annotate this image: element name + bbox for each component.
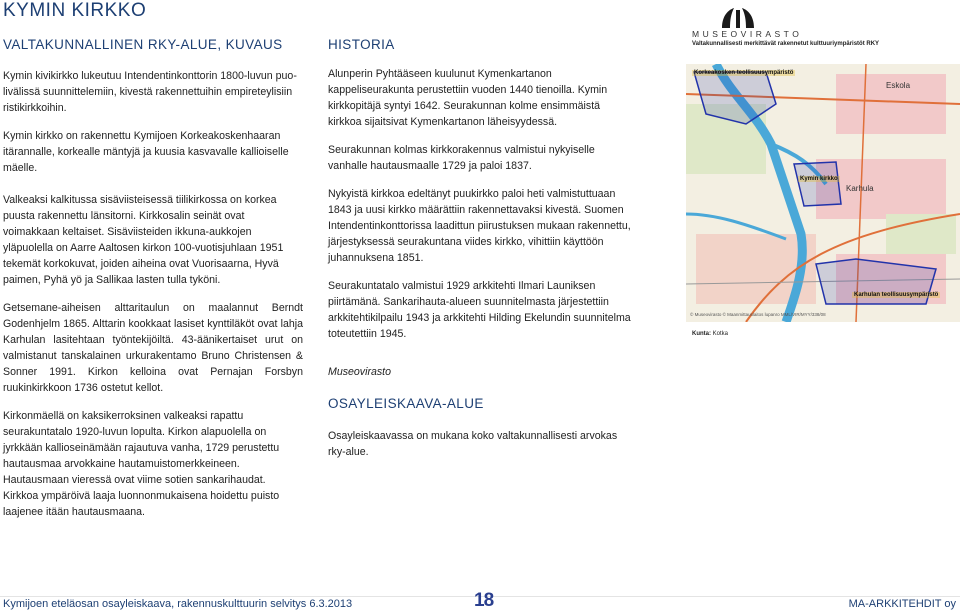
source-label: Museovirasto [328,366,391,378]
museovirasto-logo [690,6,956,46]
kunta-label: Kunta: [692,331,711,337]
map-copyright: © Museovirasto © Maanmittauslaitos lupanro MML/VIR/MYY/338/08 [690,312,826,317]
paragraph: Seurakunnan kolmas kirkkorakennus valmistui nykyiselle vanhalle hautausmaalle 1729 ja paloi 1837. [328,144,595,172]
section-heading-historia: HISTORIA [328,37,395,52]
kunta-value: Kotka [712,331,729,337]
page-number: 18 [474,590,494,611]
left-column [3,68,303,520]
map-image [686,64,960,322]
paragraph: Seurakuntatalo valmistui 1929 arkkitehti Ilmari Launiksen piirtämänä. Sankarihauta-alueen suunnitelmasta järjestettiin arkkitehtikilpailu 1943 ja arkkitehti Hilding Ekelundin suunnitelma toteutettiin 1945. [328,280,631,340]
paragraph: Getsemane-aiheisen alttaritaulun on maalannut Berndt Godenhjelm 1865. Alttarin kookkaat lasiset kynttiläköt ovat lahja Karhulan lasitehtaan työntekijöiltä. 43-äänikertaiset urut on valmistanut tanskalainen urkurakentamo Bruno Christensen & Sonner 1991. Kirkon kelloina ovat Pernajan Forsbyn ruukinkirkkoon 1736 ostetut kellot. [3,302,303,394]
paragraph: Kymin kirkko on rakennettu Kymijoen Korkeakoskenhaaran itärannalle, korkealle mäntyjä ja kuusia kasvavalle kallioiselle mäelle. [3,130,289,174]
paragraph: Valkeaksi kalkitussa sisäviisteisessä tiilikirkossa on korkea puusta rakennettu länsitorni. Kirkkosalin seinät ovat voimakkaan keltaiset. Sisäviisteiden ikkuna-aukkojen yläpuolella on Aarre Aaltosen kirkon 100-vuotisjuhlaan 1951 tekemät korkokuvat, joiden aiheina ovat Vuorisaarna, Hyvä paimen, Pyhä yö ja Sallikaa lasten tulla tyköni. [3,194,284,286]
museovirasto-emblem-icon [708,6,768,30]
map-graphic [686,64,960,322]
paragraph: Nykyistä kirkkoa edeltänyt puukirkko paloi heti valmistuttuaan 1843 ja uusi kirkko määrättiin rakennettavaksi kivestä. Suomen Intendentinkonttorissa laadittun piirustuksen mukaan rakennettu, järjestyksessä seurakuntana viides kirkko, vihittiin käyttöön juhannuksena 1851. [328,188,631,264]
logo-name: MUSEOVIRASTO [692,29,803,39]
map-label-karhula-industry: Karhulan teollisuusympäristö [854,292,939,298]
map-place-karhula: Karhula [846,184,874,193]
paragraph: Alunperin Pyhtääseen kuulunut Kymenkartanon kappeliseurakunta perustettiin vuoden 1440 tienoilla. Kymin kirkkopitäjä syntyi 1642. Seurakunnan kolme ensimmäistä kirkkoa sijaitsivat Kymenkartanon läheisyydessä. [328,68,608,128]
paragraph: Kirkonmäellä on kaksikerroksinen valkeaksi rapattu seurakuntatalo 1920-luvun lopulta. Kirkon alapuolella on jyrkkään kallioseinämään rajautuva vanha, 1729 perustettu hautausmaa arvokkaine hautamuistomerkkeineen. Hautausmaan vieressä ovat viime sotien sankarihaudat. Kirkkoa ympäröivä laaja luonnonmukaisena hoidettu puisto laajenee itään hautausmaana. [3,410,280,518]
map-place-eskola: Eskola [886,81,911,90]
osayleiskaava-text: Osayleiskaavassa on mukana koko valtakunnallisesti arvokas rky-alue. [328,430,618,458]
map-label-kymin-kirkko: Kymin kirkko [800,176,838,182]
middle-column [328,66,634,342]
section-heading-osayleiskaava: OSAYLEISKAAVA-ALUE [328,396,484,411]
page-title: KYMIN KIRKKO [3,0,147,21]
map-label-korkeakoski: Korkeakosken teollisuusympäristö [694,70,794,76]
footer-document-title: Kymijoen eteläosan osayleiskaava, rakennuskulttuurin selvitys 6.3.2013 [3,598,353,610]
rky-map-panel [686,0,960,345]
map-municipality [692,331,728,337]
section-heading-rky: VALTAKUNNALLINEN RKY-ALUE, KUVAUS [3,37,283,52]
logo-subtitle: Valtakunnallisesti merkittävät rakennetut kulttuuriympäristöt RKY [692,41,880,47]
paragraph: Kymin kivikirkko lukeutuu Intendentinkonttorin 1800-luvun puo-livälissä suunnittelemiin, kivestä rakennettuihin empireteylisiin ristikirkkoihin. [3,70,297,114]
footer-company: MA-ARKKITEHDIT oy [848,598,956,610]
